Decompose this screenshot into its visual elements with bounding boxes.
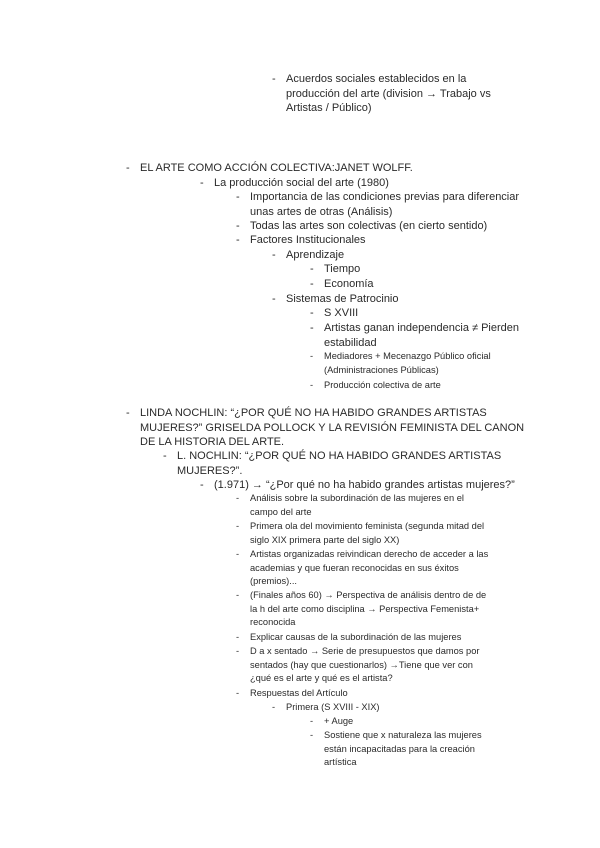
bullet-dash: - xyxy=(272,249,276,261)
bullet-dash: - xyxy=(236,493,240,503)
list-item-text: Acuerdos sociales establecidos en la producción del arte (division → Trabajo vs Artistas / Público) xyxy=(286,73,491,114)
bullet-dash: - xyxy=(236,632,240,642)
list-item xyxy=(236,631,540,645)
list-item-text: Artistas organizadas reivindican derecho de acceder a las academias y que fueran reconocidas en sus éxitos (premios)... xyxy=(250,549,489,586)
list-item xyxy=(272,701,526,715)
list-item xyxy=(163,449,557,478)
bullet-dash: - xyxy=(310,380,314,390)
bullet-dash: - xyxy=(126,162,130,174)
list-item-text: Todas las artes son colectivas (en cierto sentido) xyxy=(250,220,488,232)
bullet-dash: - xyxy=(236,191,240,203)
list-item-text: Análisis sobre la subordinación de las mujeres en el campo del arte xyxy=(250,493,464,517)
bullet-dash: - xyxy=(310,351,314,361)
bullet-dash: - xyxy=(272,73,276,85)
list-item-text: Aprendizaje xyxy=(286,249,345,261)
bullet-dash: - xyxy=(310,278,314,290)
list-item xyxy=(200,478,554,493)
list-item-text: + Auge xyxy=(324,716,354,726)
list-item xyxy=(236,492,540,519)
list-item-text: S XVIII xyxy=(324,307,359,319)
list-item xyxy=(310,277,524,292)
bullet-dash: - xyxy=(236,688,240,698)
list-item-text: Explicar causas de la subordinación de las mujeres xyxy=(250,632,462,642)
bullet-dash: - xyxy=(236,646,240,656)
bullet-dash: - xyxy=(236,234,240,246)
bullet-dash: - xyxy=(236,549,240,559)
bullet-dash: - xyxy=(200,177,204,189)
list-item-text: La producción social del arte (1980) xyxy=(214,177,389,189)
list-item xyxy=(200,176,554,191)
list-item xyxy=(310,350,539,377)
bullet-dash: - xyxy=(310,307,314,319)
list-item xyxy=(236,520,540,547)
list-item-text: L. NOCHLIN: “¿POR QUÉ NO HA HABIDO GRANDES ARTISTAS MUJERES?”. xyxy=(177,450,502,477)
list-item-text: Economía xyxy=(324,278,374,290)
list-item-text: Sistemas de Patrocinio xyxy=(286,293,399,305)
list-item-text: Tiempo xyxy=(324,263,361,275)
list-item-text: Producción colectiva de arte xyxy=(324,380,441,390)
bullet-dash: - xyxy=(236,590,240,600)
list-item xyxy=(236,589,540,630)
list-item xyxy=(236,190,550,219)
list-item xyxy=(236,687,540,701)
list-item xyxy=(272,248,526,263)
bullet-dash: - xyxy=(272,702,276,712)
list-item xyxy=(126,161,560,176)
list-item-text: Sostiene que x naturaleza las mujeres están incapacitadas para la creación artística xyxy=(324,730,482,767)
bullet-dash: - xyxy=(163,450,167,462)
list-item xyxy=(310,379,539,393)
list-item xyxy=(236,645,540,686)
list-item xyxy=(310,262,524,277)
bullet-dash: - xyxy=(310,263,314,275)
bullet-dash: - xyxy=(126,407,130,419)
bullet-dash: - xyxy=(310,716,314,726)
list-item xyxy=(236,233,550,248)
list-item-text: (Finales años 60) → Perspectiva de análisis dentro de de la h del arte como disciplina → Perspectiva Femenista+ reconocida xyxy=(250,590,487,627)
list-item xyxy=(272,72,526,116)
list-item-text: Primera (S XVIII - XIX) xyxy=(286,702,380,712)
list-item xyxy=(310,715,524,729)
list-item xyxy=(310,321,539,350)
list-item-text: (1.971) → “¿Por qué no ha habido grandes artistas mujeres?” xyxy=(214,479,515,491)
list-item-text: Mediadores + Mecenazgo Público oficial (Administraciones Públicas) xyxy=(324,351,491,375)
list-item-text: D a x sentado → Serie de presupuestos que damos por sentados (hay que cuestionarlos) →Tiene que ver con ¿qué es el arte y qué es el artista? xyxy=(250,646,480,683)
list-item-text: Factores Institucionales xyxy=(250,234,366,246)
list-item xyxy=(126,406,570,450)
section-heading: LINDA NOCHLIN: “¿POR QUÉ NO HA HABIDO GRANDES ARTISTAS MUJERES?” GRISELDA POLLOCK Y LA REVISIÓN FEMINISTA DEL CANON DE LA HISTORIA DEL ARTE. xyxy=(140,407,525,448)
list-item xyxy=(236,548,540,589)
list-item-text: Importancia de las condiciones previas para diferenciar unas artes de otras (Análisis) xyxy=(250,191,520,218)
list-item-text: Primera ola del movimiento feminista (segunda mitad del siglo XIX primera parte del siglo XX) xyxy=(250,521,485,545)
list-item-text: Artistas ganan independencia ≠ Pierden estabilidad xyxy=(324,322,520,349)
bullet-dash: - xyxy=(272,293,276,305)
list-item xyxy=(272,292,526,307)
section-heading: EL ARTE COMO ACCIÓN COLECTIVA:JANET WOLFF. xyxy=(140,162,413,174)
bullet-dash: - xyxy=(310,730,314,740)
list-item xyxy=(236,219,550,234)
list-item xyxy=(310,306,524,321)
bullet-dash: - xyxy=(200,479,204,491)
list-item-text: Respuestas del Artículo xyxy=(250,688,348,698)
bullet-dash: - xyxy=(236,220,240,232)
bullet-dash: - xyxy=(236,521,240,531)
bullet-dash: - xyxy=(310,322,314,334)
list-item xyxy=(310,729,524,770)
